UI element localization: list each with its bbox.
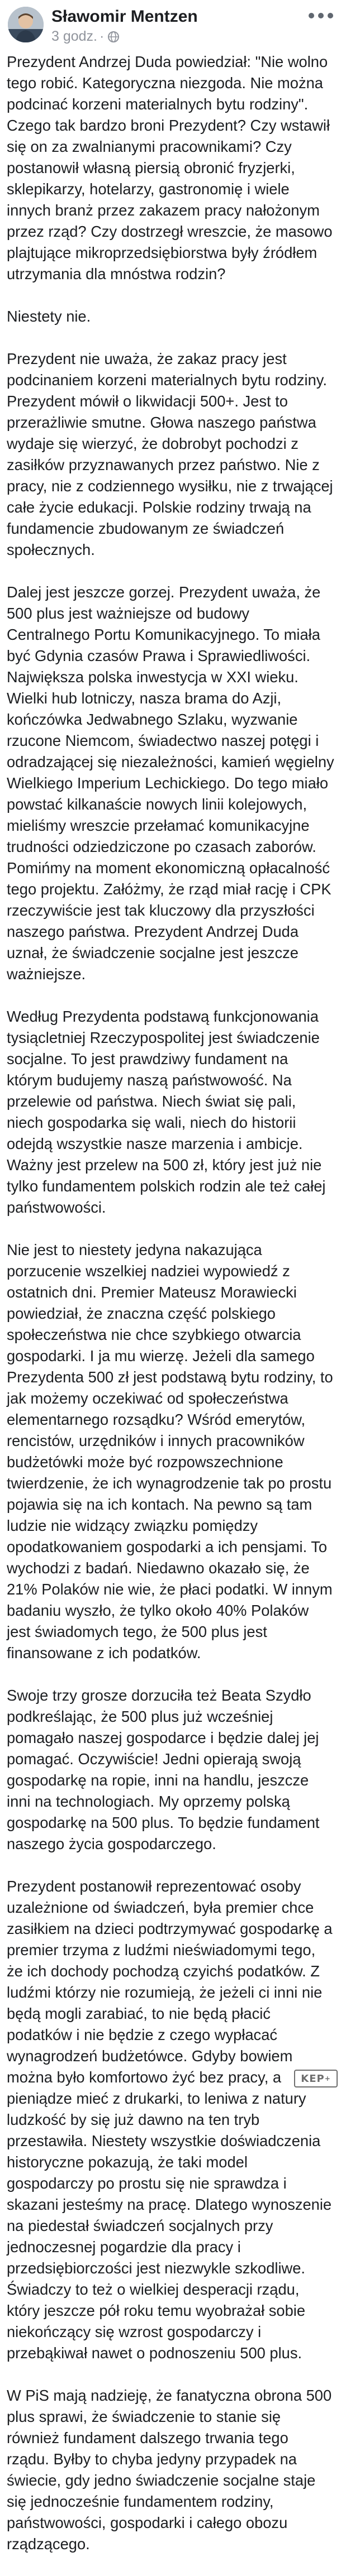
meta-separator: · — [100, 28, 105, 44]
post-timestamp[interactable]: 3 godz. — [51, 28, 98, 44]
post-paragraph: Dalej jest jeszcze gorzej. Prezydent uważa, że 500 plus jest ważniejsze od budowy Centralnego Portu Komunikacyjnego. To miała być Gdynia czasów Prawa i Sprawiedliwości. Największa polska inwestycja w XXI wieku. Wielki hub lotniczy, nasza brama do Azji, kończówka Jedwabnego Szlaku, wyzwanie rzucone Niemcom, świadectwo naszej potęgi i odradzającej się niezależności, kamień węgielny Wielkiego Imperium Lechickiego. Do tego miało powstać kilkanaście nowych linii kolejowych, mieliśmy wreszcie przełamać komunikacyjne trudności odziedziczone po czasach zaborów. Pomińmy na moment ekonomiczną opłacalność tego projektu. Załóżmy, że rząd miał rację i CPK rzeczywiście jest tak kluczowy dla przyszłości naszego państwa. Prezydent Andrzej Duda uznał, że świadczenie socjalne jest jeszcze ważniejsze. — [7, 583, 334, 983]
more-options-icon[interactable] — [309, 8, 333, 23]
post-paragraph: W PiS mają nadzieję, że fanatyczna obrona 500 plus sprawi, że świadczenie to stanie się również fundament dalszego trwania tego rządu. Byłby to chyba jedyny przypadek na świecie, gdy jedno świadczenie socjalne staje się jednocześnie fundamentem rodziny, państwowości, gospodarki i całego obozu rządzącego. — [7, 2387, 332, 2553]
more-options-dot — [328, 13, 333, 18]
post-paragraph: Swoje trzy grosze dorzuciła też Beata Szydło podkreślając, że 500 plus już wcześniej pomagało naszej gospodarce i będzie dalej jej pomagać. Oczywiście! Jedni opierają swoją gospodarkę na ropie, inni na handlu, jeszcze inni na technologiach. My oprzemy polską gospodarkę na 500 plus. To będzie fundament naszego życia gospodarczego. — [7, 1687, 320, 1852]
avatar-image — [8, 7, 44, 42]
post-paragraph: Nie jest to niestety jedyna nakazująca porzucenie wszelkiej nadziei wypowiedź z ostatnich dni. Premier Mateusz Morawiecki powiedział, że znaczna część polskiego społeczeństwa nie chce szybkiego otwarcia gospodarki. I ja mu wierzę. Jeżeli dla samego Prezydenta 500 zł jest podstawą bytu rodziny, to jak możemy oczekiwać od społeczeństwa elementarnego rozsądku? Wśród emerytów, rencistów, urzędników i innych pracowników budżetówki może być rozpowszechnione twierdzenie, że ich wynagrodzenie tak po prostu pojawia się na ich kontach. Na pewno są tam ludzie nie widzący związku pomiędzy opodatkowaniem gospodarki a ich pensjami. To wychodzi z badań. Niedawno okazało się, że 21% Polaków nie wie, że płaci podatki. W innym badaniu wyszło, że tylko około 40% Polaków jest świadomych tego, że 500 plus jest finansowane z ich podatków. — [7, 1241, 333, 1662]
post-meta — [51, 28, 120, 47]
post-paragraph: Prezydent nie uważa, że zakaz pracy jest podcinaniem korzeni materialnych bytu rodziny. Prezydent mówił o likwidacji 500+. Jest to przerażliwie smutne. Głowa naszego państwa wydaje się wierzyć, że dobrobyt pochodzi z zasiłków przyznawanych przez państwo. Nie z pracy, nie z codziennego wysiłku, nie z trwającej całe życie edukacji. Polskie rodziny trwają na fundamencie zbudowanym ze świadczeń społecznych. — [7, 350, 333, 558]
post-header — [0, 0, 341, 47]
post-body — [7, 51, 334, 2576]
more-options-dot — [318, 13, 324, 18]
post-paragraph: Prezydent Andrzej Duda powiedział: "Nie wolno tego robić. Kategoryczna niezgoda. Nie można podcinać korzeni materialnych bytu rodziny". Czego tak bardzo broni Prezydent? Czy wstawił się on za zwalnianymi pracownikami? Czy postanowił własną piersią obronić fryzjerki, sklepikarzy, hotelarzy, gastronomię i wiele innych branż przez zakazem pracy nałożonym przez rząd? Czy dostrzegł wreszcie, że masowo plajtujące mikroprzedsiębiorstwa były źródłem utrzymania dla mnóstwa rodzin? — [7, 53, 333, 283]
author-name[interactable]: Sławomir Mentzen — [51, 7, 198, 26]
globe-icon — [107, 30, 120, 47]
post-paragraph: Według Prezydenta podstawą funkcjonowania tysiącletniej Rzeczypospolitej jest świadczenie socjalne. To jest prawdziwy fundament na którym budujemy naszą państwowość. Na przelewie od państwa. Niech świat się pali, niech gospodarka się wali, niech do historii odejdą wszystkie nasze marzenia i ambicje. Ważny jest przelew na 500 zł, który jest już nie tylko fundamentem polskich rodzin ale też całej państwowości. — [7, 1008, 326, 1216]
watermark-plus: + — [324, 2075, 331, 2082]
post-paragraph: Prezydent postanowił reprezentować osoby uzależnione od świadczeń, była premier chce zasiłkiem na dzieci podtrzymywać gospodarkę a premier trzyma z ludźmi nieświadomymi tego, że ich dochody pochodzą czyichś podatków. Z ludźmi którzy nie rozumieją, że jeżeli ci inni nie będą mogli zarabiać, to nie będą płacić podatków i nie będzie z czego wypłacać wynagrodzeń budżetówce. Gdyby bowiem można było komfortowo żyć bez pracy, a pieniądze mieć z drukarki, to leniwa z natury ludzkość by się już dawno na ten tryb przestawiła. Niestety wszystkie doświadczenia historyczne pokazują, że taki model gospodarczy po prostu się nie sprawdza i skazani jesteśmy na pracę. Dlatego wynoszenie na piedestał świadczeń socjalnych przy jednoczesnej pogardzie dla pracy i przedsiębiorczości jest niezwykle szkodliwe. Świadczy to też o wielkiej desperacji rządu, który jeszcze pół roku temu wyobrażał sobie niekończący się wzrost gospodarczy i przebąkiwał nawet o podnoszeniu 500 plus. — [7, 1878, 333, 2362]
author-avatar[interactable] — [8, 7, 44, 42]
watermark-text: KEP — [301, 2072, 325, 2085]
post-paragraph: Niestety nie. — [7, 308, 91, 325]
more-options-dot — [309, 13, 314, 18]
kep-watermark — [294, 2070, 338, 2087]
